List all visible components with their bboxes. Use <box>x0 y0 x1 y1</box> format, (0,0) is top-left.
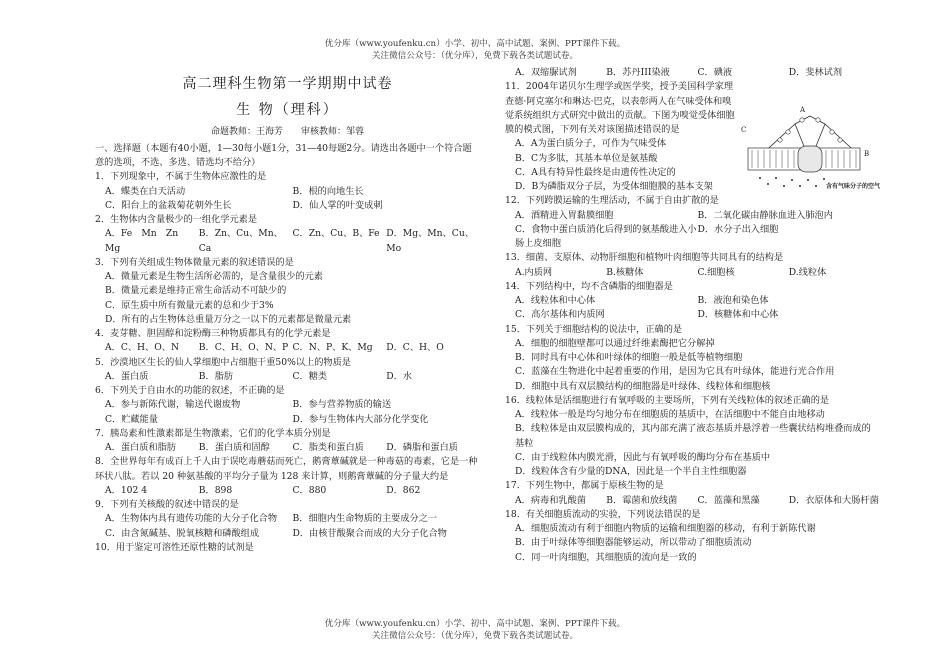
question-item <box>505 251 880 280</box>
question-option: A．生物体内具有遗传功能的大分子化合物 <box>105 513 278 525</box>
question-item <box>95 356 480 385</box>
question-stem: 10．用于鉴定可溶性还原性糖的试剂是 <box>95 541 254 553</box>
question-stem: 14．下列结构中，均不含磷脂的细胞器是 <box>505 280 673 292</box>
page-header <box>0 38 950 62</box>
right-column <box>505 66 880 565</box>
question-stem: 3．下列有关组成生物体微量元素的叙述错误的是 <box>95 256 294 268</box>
question-option: B．898 <box>198 484 233 496</box>
section-instructions: 一、选择题（本题有40小题，1—30每小题1分，31—40每题2分。请选出各题中一个符合题意的选项，不选、多选、错选均不给分） <box>95 142 472 169</box>
left-question-list <box>95 170 480 555</box>
question-option: C．阳台上的盆栽菊花朝外生长 <box>105 199 232 211</box>
question-stem: 6．下列关于自由水的功能的叙述，不正确的是 <box>95 385 285 397</box>
exam-title: 高二理科生物第一学期期中试卷 <box>182 76 393 92</box>
question-option: A．病毒和乳酸菌 <box>515 494 586 506</box>
question-option: A．Fe Mn Zn Mg <box>105 228 188 254</box>
question-option: A．细胞质流动有利于细胞内物质的运输和细胞器的移动，有利于新陈代谢 <box>515 523 816 534</box>
question-options <box>95 398 480 427</box>
question-stem: 15．下列关于细胞结构的说法中，正确的是 <box>505 323 683 335</box>
question-option: A．蛋白质 <box>105 370 149 382</box>
diagram-label-air: 含有气味分子的空气 <box>826 183 880 191</box>
question-option: A．蝶类在白天活动 <box>105 185 186 197</box>
question-option: D．所有的占生物体总重量万分之一以下的元素都是微量元素 <box>105 313 352 325</box>
question-option: C．蓝藻和黑藻 <box>697 494 760 506</box>
q10-option-d: D．斐林试剂 <box>788 67 843 78</box>
question-stem: 2．生物体内含量极少的一组化学元素是 <box>95 214 258 226</box>
question-item <box>95 427 480 456</box>
question-option: C．糖类 <box>292 370 328 382</box>
question-option: B．二氧化碳由静脉血进入肺泡内 <box>697 209 833 221</box>
question-option: D．细胞中具有双层膜结构的细胞器是叶绿体、线粒体和细胞核 <box>515 380 771 392</box>
question-option: C．贮藏能量 <box>105 413 158 425</box>
right-question-list <box>505 194 880 565</box>
question-option: C．由含氮碱基、脱氧核糖和磷酸组成 <box>105 527 260 539</box>
q10-option-a: A．双缩脲试剂 <box>515 67 577 78</box>
question-option: D．参与生物体内大部分化学变化 <box>292 413 429 425</box>
question-option: B．同时具有中心体和叶绿体的细胞一般是低等植物细胞 <box>515 352 743 363</box>
question-item <box>95 384 480 427</box>
question-option: A．参与新陈代谢，输送代谢废物 <box>105 399 241 411</box>
diagram-label-c: C <box>741 126 747 135</box>
question-options <box>95 341 480 355</box>
question-option: B.核糖体 <box>606 266 644 278</box>
question-options <box>95 185 480 214</box>
question-options <box>95 370 480 384</box>
question-option: C．N、P、K、Mg <box>292 342 373 354</box>
q10-option-b: B．苏丹III染液 <box>606 67 670 78</box>
question-option: D．磷脂和蛋白质 <box>386 442 458 454</box>
question-options <box>505 408 880 479</box>
question-option: B．由于叶绿体等细胞器能够运动，所以带动了细胞质流动 <box>515 537 752 549</box>
question-option: B．C、H、O、N、P <box>198 342 289 354</box>
question-option: B．细胞内生命物质的主要成分之一 <box>292 513 438 525</box>
question-options <box>95 441 480 455</box>
exam-subject: 生 物（理科） <box>236 102 339 118</box>
question-option: B．根的向地生长 <box>292 185 364 197</box>
diagram-label-a: A <box>800 106 806 115</box>
question-stem: 8．全世界每年有成百上千人由于误吃毒蘑菇而死亡，鹅膏蕈碱就是一种毒菇的毒素，它是一种环状八肽。若以 20 种氨基酸的平均分子量为 128 来计算，则鹅膏蕈碱的分子量大约是 <box>95 456 478 482</box>
question-options <box>95 227 480 256</box>
question-options <box>505 522 880 565</box>
question-item <box>95 213 480 256</box>
question-options <box>505 294 880 323</box>
question-item <box>505 508 880 565</box>
question-option: B．Zn、Cu、Mn、Ca <box>198 228 283 254</box>
question-11 <box>505 80 880 194</box>
question-10-options <box>505 66 880 80</box>
question-option: D．水 <box>386 370 412 382</box>
question-stem: 9．下列有关核酸的叙述中错误的是 <box>95 499 239 511</box>
membrane-diagram <box>740 106 880 198</box>
question-item <box>95 327 480 356</box>
question-option: B．霉菌和放线菌 <box>606 494 678 506</box>
question-option: B．液泡和染色体 <box>697 295 769 306</box>
question-option: C．Zn、Cu、B、Fe <box>292 228 380 240</box>
q11-option-a: A．A为蛋白质分子，可作为气味受体 <box>515 138 667 150</box>
question-option: D．由核苷酸聚合而成的大分子化合物 <box>292 527 447 539</box>
question-item <box>95 256 480 327</box>
question-option: D．线粒体含有少量的DNA，因此是一个半自主性细胞器 <box>515 466 747 477</box>
question-stem: 12．下列跨膜运输的生理活动，不属于自由扩散的是 <box>505 195 719 207</box>
question-option: A.内质网 <box>515 266 553 278</box>
left-column <box>95 66 480 555</box>
question-option: D．衣原体和大肠杆菌 <box>788 494 879 506</box>
question-option: A．线粒体和中心体 <box>515 295 596 306</box>
question-option: A．线粒体一般是均匀地分布在细胞质的基质中，在活细胞中不能自由地移动 <box>515 409 825 420</box>
question-stem: 1．下列现象中，不属于生物体应激性的是 <box>95 171 267 183</box>
question-options <box>95 270 480 327</box>
page-footer <box>0 618 950 642</box>
question-stem: 16．线粒体是活细胞进行有氧呼吸的主要场所，下列有关线粒体的叙述正确的是 <box>505 394 830 406</box>
question-options <box>505 337 880 394</box>
question-option: C．同一叶肉细胞，其细胞质的流向是一致的 <box>515 551 697 563</box>
question-stem: 17．下列生物中，都属于原核生物的是 <box>505 480 664 492</box>
diagram-label-b: B <box>864 150 870 159</box>
q11-option-b: B．C为多肽，其基本单位是氨基酸 <box>515 152 658 164</box>
question-options <box>95 484 480 498</box>
footer-line-1: 优分库（www.youfenku.cn）小学、初中、高中试题、案例、PPT课件下载。 <box>324 619 626 629</box>
question-option: D．Mg、Mn、Cu、Mo <box>386 228 474 254</box>
question-options <box>505 209 880 252</box>
question-item <box>95 455 480 498</box>
header-line-1: 优分库（www.youfenku.cn）小学、初中、高中试题、案例、PPT课件下载。 <box>324 39 626 49</box>
question-option: B．线粒体是由双层膜构成的，其内部充满了液态基质并悬浮着一些囊状结构堆叠而成的基粒 <box>515 423 871 449</box>
question-option: A．C、H、O、N <box>105 342 179 354</box>
question-option: A．酒精进入胃黏膜细胞 <box>515 209 614 221</box>
question-stem: 4．麦芽糖、胆固醇和淀粉酶三种物质都具有的化学元素是 <box>95 328 331 340</box>
question-option: B．参与营养物质的输送 <box>292 399 392 411</box>
question-option: A．蛋白质和脂肪 <box>105 442 176 454</box>
question-11-stem: 11．2004年诺贝尔生理学或医学奖，授予美国科学家理查德·阿克塞尔和琳达·巴克，以表彰两人在气味受体和嗅觉系统组织方式研究中做出的贡献。下图为嗅觉受体细胞膜的模式图，下列有关对该图描述错误的是 <box>505 81 735 135</box>
question-option: C．880 <box>292 484 327 496</box>
question-option: A．微量元素是生物生活所必需的，是含量很少的元素 <box>105 271 323 283</box>
question-stem: 18．有关细胞质流动的实验，下列说法错误的是 <box>505 508 701 520</box>
question-option: D．核糖体和中心体 <box>697 309 779 321</box>
question-option: A．102 4 <box>105 484 148 496</box>
question-item <box>505 479 880 508</box>
question-option: C．脂类和蛋白质 <box>292 442 364 454</box>
question-item <box>95 541 480 555</box>
question-option: C．食物中蛋白质消化后得到的氨基酸进入小肠上皮细胞 <box>515 223 697 249</box>
question-option: C.细胞核 <box>697 266 735 278</box>
question-option: B．微量元素是维持正常生命活动不可缺少的 <box>105 285 287 297</box>
question-option: D．C、H、O <box>386 342 444 354</box>
q11-option-c: C．A具有特异性最终是由遗传性决定的 <box>515 166 676 178</box>
header-line-2: 关注微信公众号：（优分库），免费下载各类试题试卷。 <box>371 51 579 61</box>
question-stem: 5．沙漠地区生长的仙人掌细胞中占细胞干重50%以上的物质是 <box>95 356 351 368</box>
q11-option-d: D．B为磷脂双分子层，为受体细胞膜的基本支架 <box>515 181 713 192</box>
question-item <box>95 498 480 541</box>
question-options <box>505 266 880 280</box>
question-option: B．脂肪 <box>198 370 234 382</box>
question-item <box>505 194 880 251</box>
question-item <box>505 280 880 323</box>
question-stem: 7．胰岛素和性激素都是生物激素，它们的化学本质分别是 <box>95 427 331 439</box>
question-stem: 13．细菌、支原体、动物肝细胞和植物叶肉细胞等共同具有的结构是 <box>505 252 784 264</box>
question-option: C．由于线粒体内膜光滑，因此与有氧呼吸的酶均分布在基质中 <box>515 451 771 463</box>
question-item <box>505 394 880 480</box>
question-option: C．原生质中所有微量元素的总和少于3% <box>105 299 274 311</box>
question-option: B．蛋白质和固醇 <box>198 442 270 454</box>
question-item <box>95 170 480 213</box>
question-option: D．862 <box>386 484 421 496</box>
exam-authors: 命题教师：王海芳 审核教师：邹蓉 <box>210 127 364 137</box>
question-option: A．细胞的细胞壁都可以通过纤维素酶把它分解掉 <box>515 337 715 349</box>
question-option: D．水分子出入细胞 <box>697 223 779 235</box>
question-options <box>505 494 880 508</box>
footer-line-2: 关注微信公众号：（优分库），免费下载各类试题试卷。 <box>371 631 579 641</box>
question-item <box>505 323 880 394</box>
question-option: C．高尔基体和内质网 <box>515 309 605 321</box>
question-option: C．蓝藻在生物进化中起着重要的作用，是因为它具有叶绿体，能进行光合作用 <box>515 366 835 378</box>
question-option: D．仙人掌的叶变成刺 <box>292 199 383 211</box>
question-option: D.线粒体 <box>788 266 827 278</box>
q10-option-c: C．碘液 <box>697 67 733 78</box>
question-options <box>95 512 480 541</box>
